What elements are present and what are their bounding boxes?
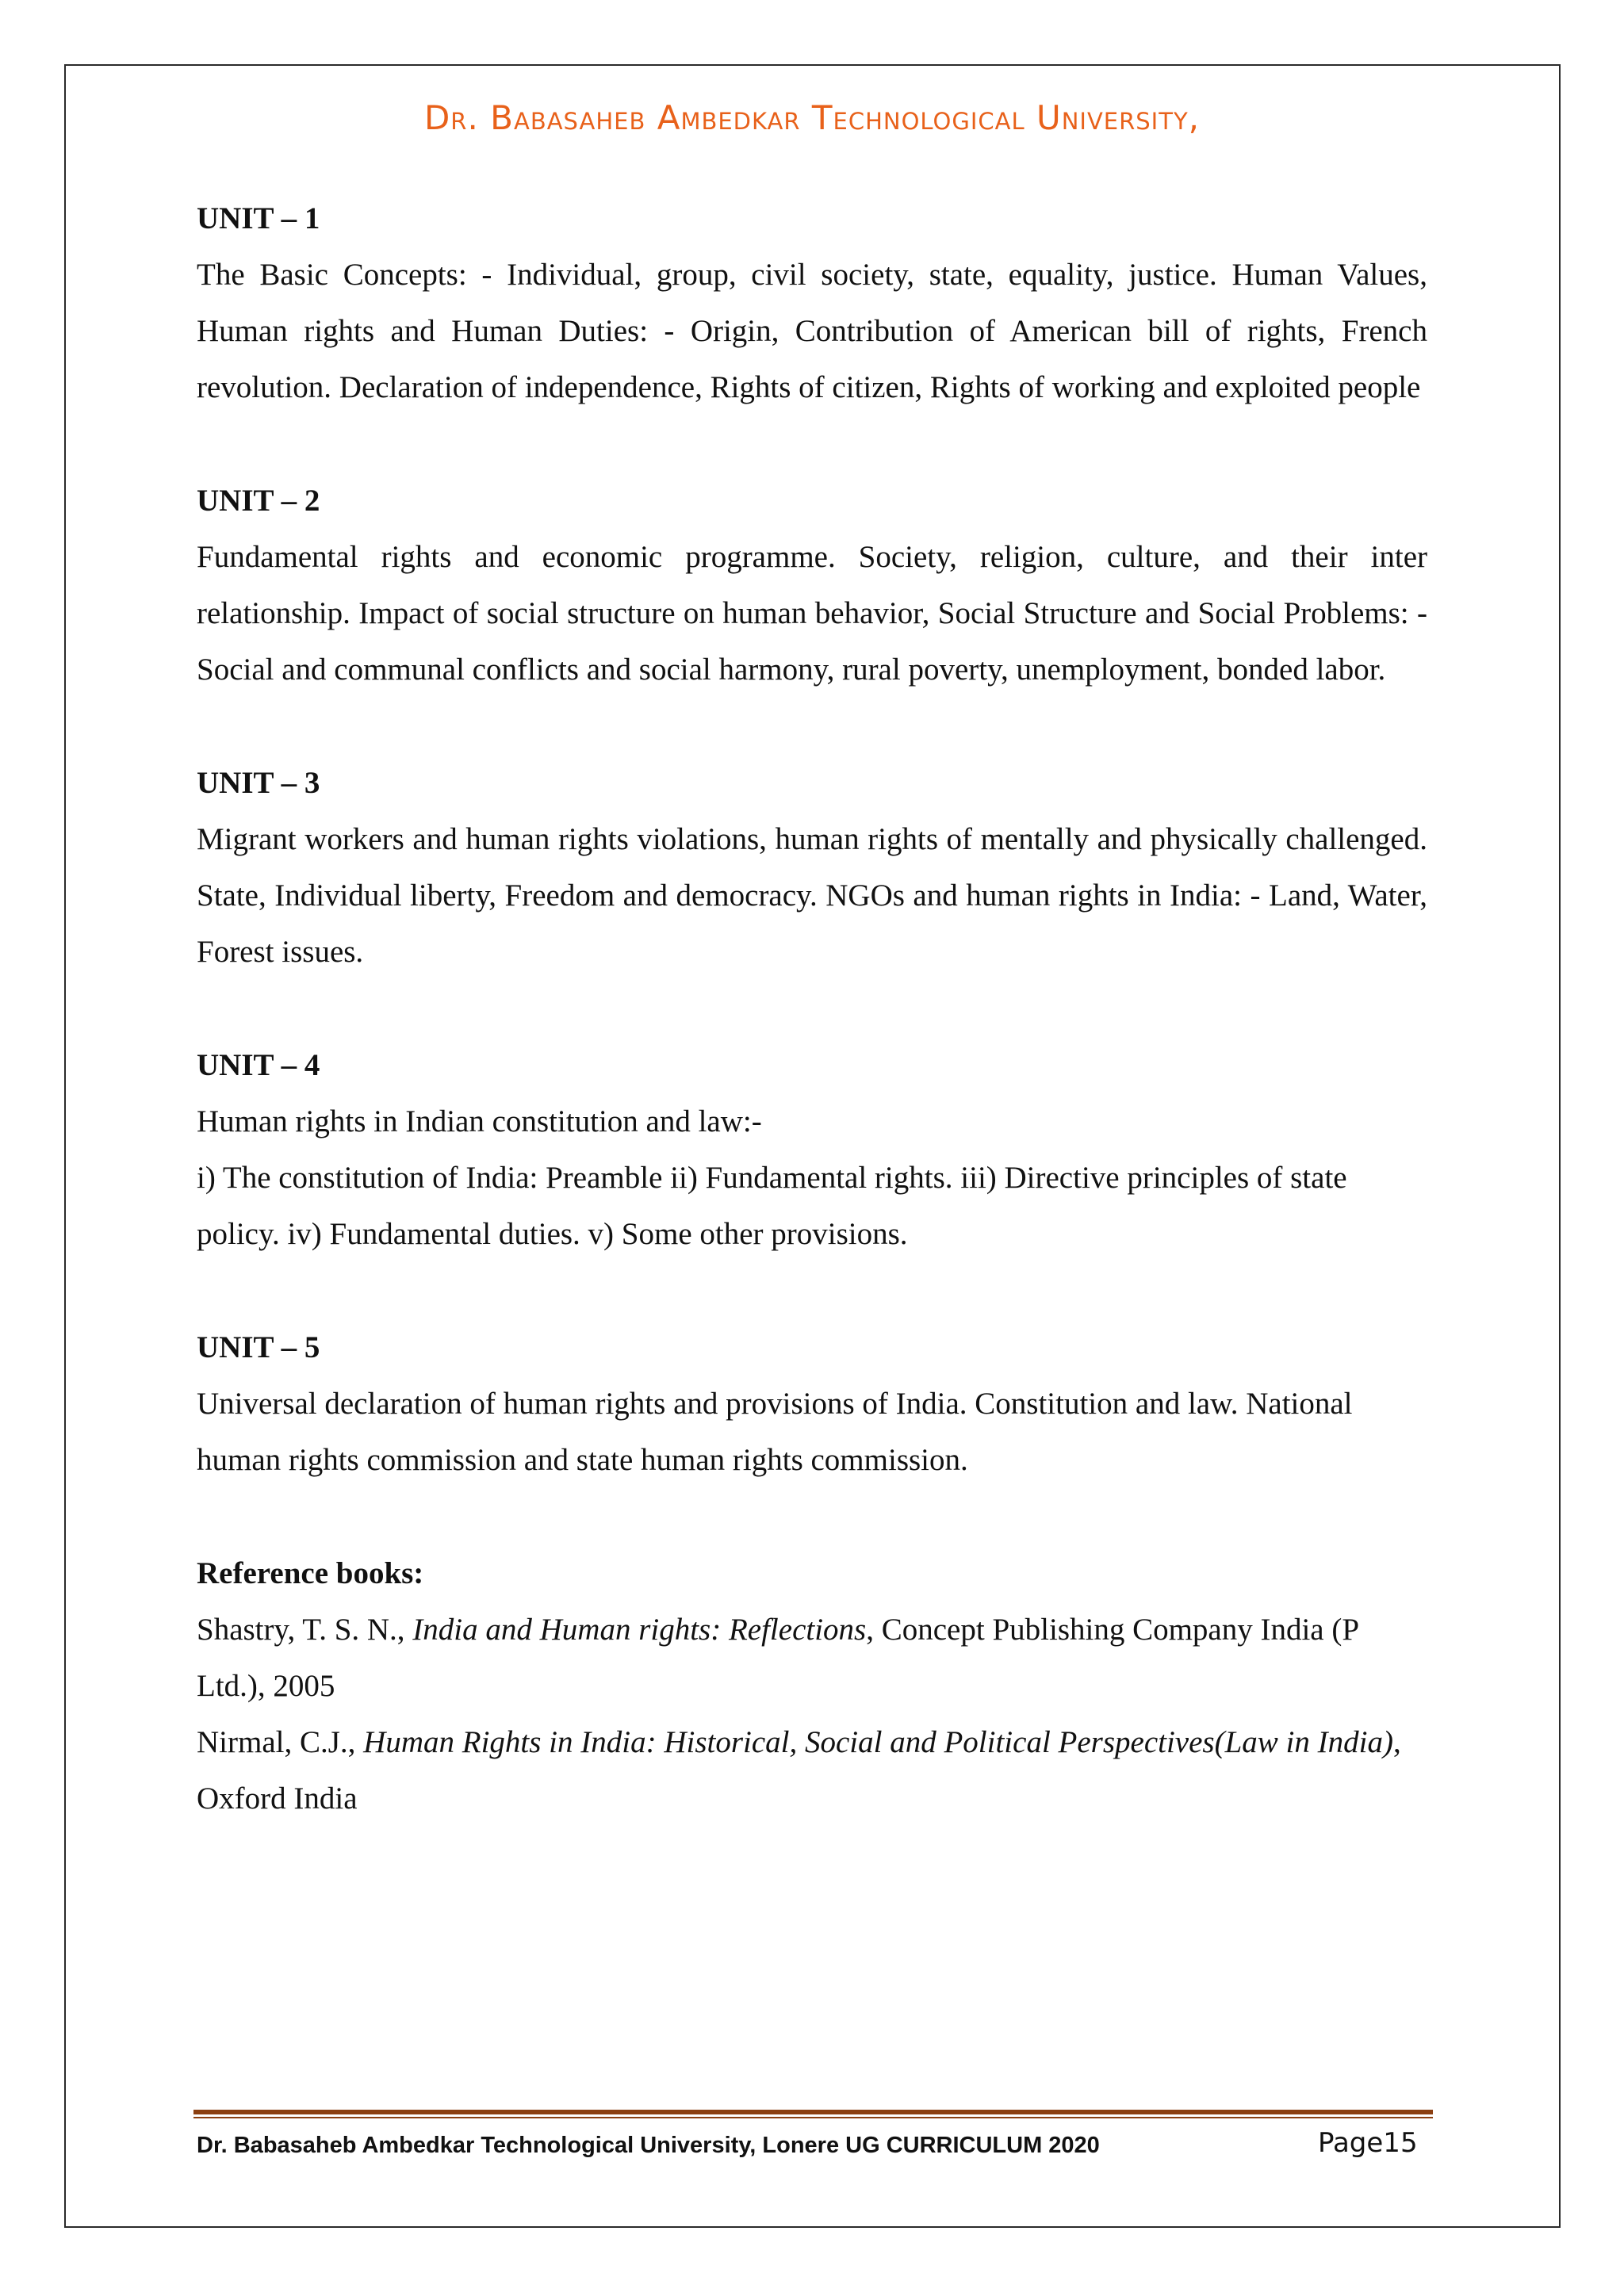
unit-5 [197, 1319, 1427, 1488]
footer-rule-thin [193, 2117, 1433, 2118]
unit-body: Fundamental rights and economic programme. Society, religion, culture, and their inter relationship. Impact of social structure on human behavior, Social Structure and Social Problems: - Social and communal conflicts and social harmony, rural poverty, unemployment, bonded labor. [197, 540, 1427, 687]
footer-rule [193, 2110, 1433, 2114]
unit-3 [197, 755, 1427, 980]
unit-4 [197, 1037, 1427, 1262]
reference-title: Human Rights in India: Historical, Social and Political Perspectives(Law in India) [363, 1725, 1393, 1759]
reference-author: Shastry, T. S. N., [197, 1613, 413, 1647]
unit-heading: UNIT – 4 [197, 1048, 320, 1082]
unit-1 [197, 190, 1427, 415]
reference-title: India and Human rights: Reflections [412, 1613, 867, 1647]
unit-body: The Basic Concepts: - Individual, group, civil society, state, equality, justice. Human Values, Human rights and Human Duties: - Origin, Contribution of American bill of rights, French revolution. Declaration of independence, Rights of citizen, Rights of working and exploited people [197, 258, 1427, 404]
unit-body-intro: Human rights in Indian constitution and law:- [197, 1104, 762, 1138]
reference-publisher: , Concept Publishing Company India (P Ltd.), 2005 [197, 1613, 1358, 1703]
reference-heading: Reference books: [197, 1556, 424, 1590]
reference-books [197, 1545, 1427, 1827]
footer-text: Dr. Babasaheb Ambedkar Technological University, Lonere UG CURRICULUM 2020 [197, 2133, 1100, 2158]
reference-item [197, 1714, 1427, 1827]
reference-author: Nirmal, C.J., [197, 1725, 364, 1759]
reference-item [197, 1601, 1427, 1714]
document-content [197, 190, 1427, 1827]
unit-body: Universal declaration of human rights and provisions of India. Constitution and law. National human rights commission and state human rights commission. [197, 1387, 1353, 1477]
page-header-title: Dr. Babasaheb Ambedkar Technological University, [423, 98, 1201, 137]
unit-body: Migrant workers and human rights violations, human rights of mentally and physically challenged. State, Individual liberty, Freedom and democracy. NGOs and human rights in India: - Land, Water, Forest issues. [197, 822, 1427, 969]
unit-heading: UNIT – 3 [197, 766, 320, 800]
unit-heading: UNIT – 2 [197, 484, 320, 518]
unit-heading: UNIT – 5 [197, 1330, 320, 1364]
page-number: Page15 [1318, 2127, 1418, 2159]
reference-publisher: , Oxford India [197, 1725, 1401, 1816]
unit-heading: UNIT – 1 [197, 201, 320, 235]
unit-body-list: i) The constitution of India: Preamble ii) Fundamental rights. iii) Directive principles of state policy. iv) Fundamental duties. v) Some other provisions. [197, 1161, 1347, 1251]
unit-2 [197, 473, 1427, 698]
